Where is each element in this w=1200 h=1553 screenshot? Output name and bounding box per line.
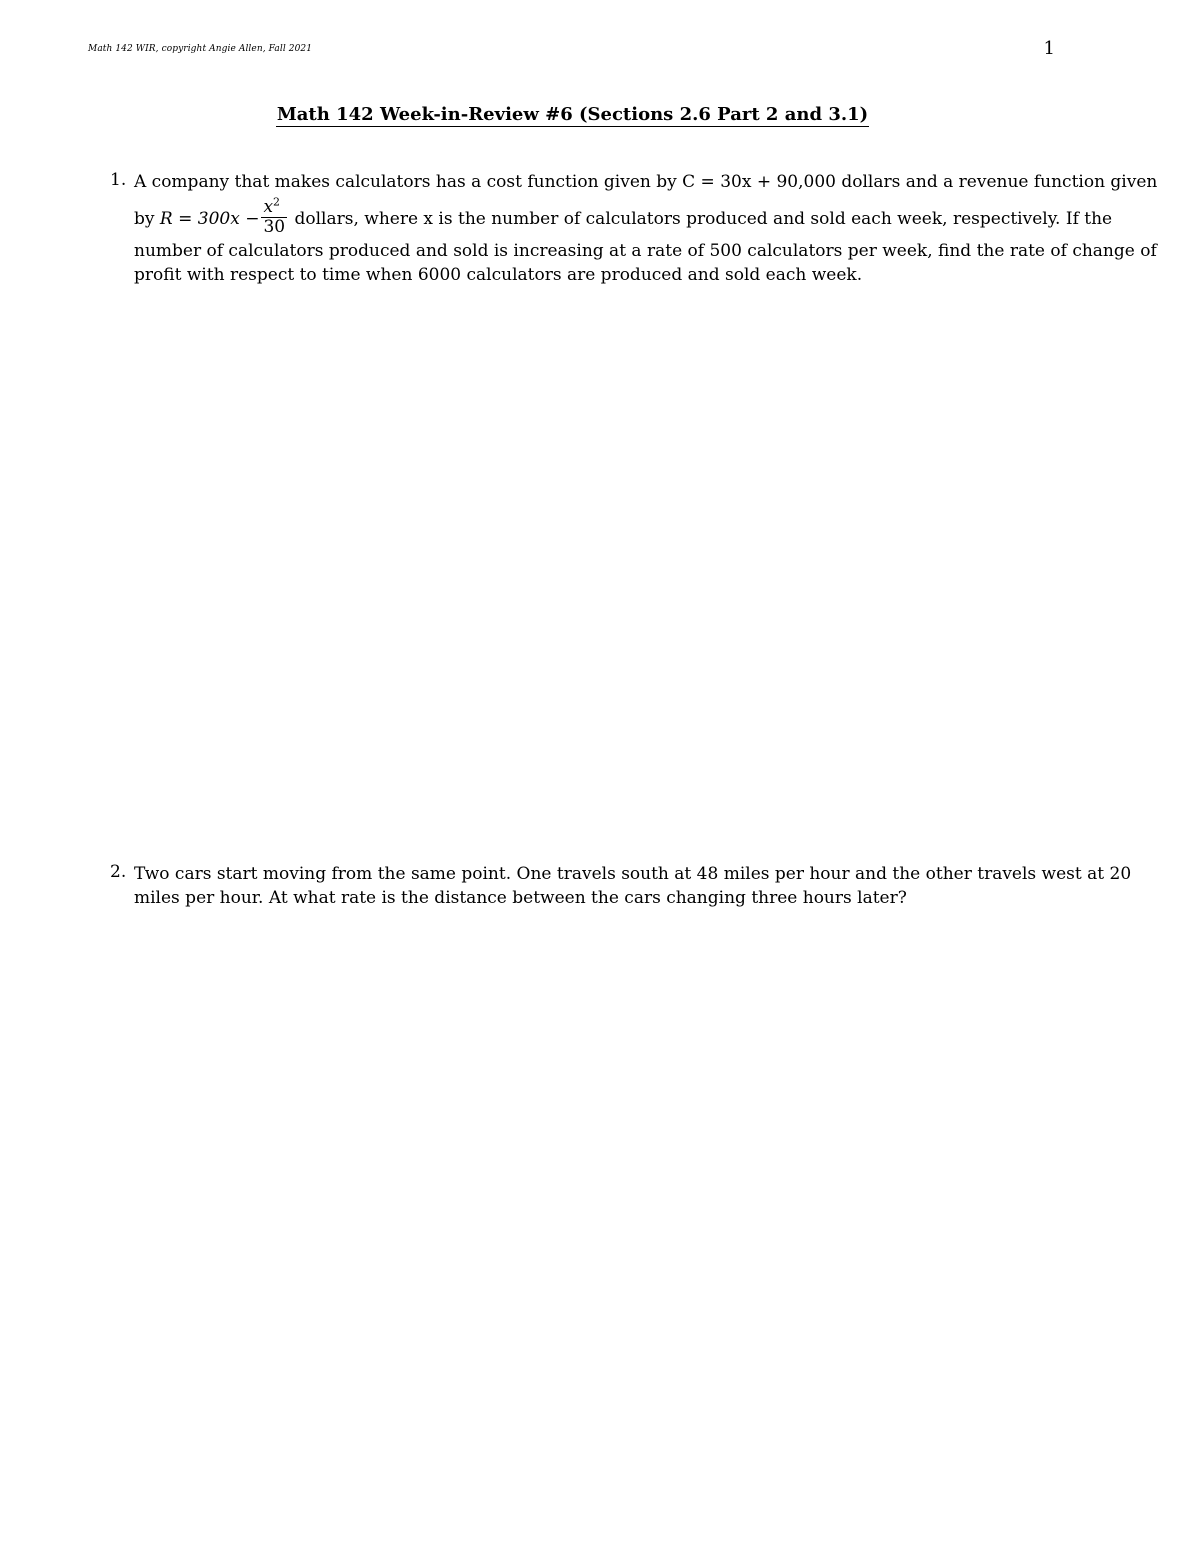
problem-line: number of calculators produced and sold is increasing at a rate of 500 calculators per week, find the rate of change of (134, 241, 1157, 261)
problem-number: 2. (110, 862, 127, 882)
problem-line: Two cars start moving from the same point. One travels south at 48 miles per hour and the other travels west at 20 (134, 864, 1132, 884)
problem-1 (110, 170, 1158, 287)
problem-body (134, 862, 1132, 910)
header-note: Math 142 WIR, copyright Angie Allen, Fall 2021 (88, 44, 313, 54)
page-title (0, 104, 1145, 125)
fraction (261, 195, 287, 237)
problem-number: 1. (110, 170, 127, 190)
problem-line (134, 195, 1113, 239)
problem-line: A company that makes calculators has a cost function given by C = 30x + 90,000 dollars and a revenue function given (134, 172, 1158, 192)
problem-2 (110, 862, 1132, 910)
problem-text: dollars, where x is the number of calculators produced and sold each week, respectively. If the (294, 209, 1113, 229)
numerator-variable: x (263, 197, 274, 217)
problem-line: profit with respect to time when 6000 calculators are produced and sold each week. (134, 265, 863, 285)
fraction-denominator: 30 (263, 217, 286, 237)
fraction-numerator (261, 195, 287, 218)
page-number: 1 (1043, 38, 1055, 59)
page-title-text: Math 142 Week-in-Review #6 (Sections 2.6 Part 2 and 3.1) (276, 104, 869, 125)
revenue-formula: R = 300x − (159, 209, 260, 229)
numerator-exponent: 2 (273, 195, 281, 209)
problem-line: miles per hour. At what rate is the distance between the cars changing three hours later? (134, 888, 907, 908)
problem-text: by (134, 209, 155, 229)
problem-body (134, 170, 1158, 287)
